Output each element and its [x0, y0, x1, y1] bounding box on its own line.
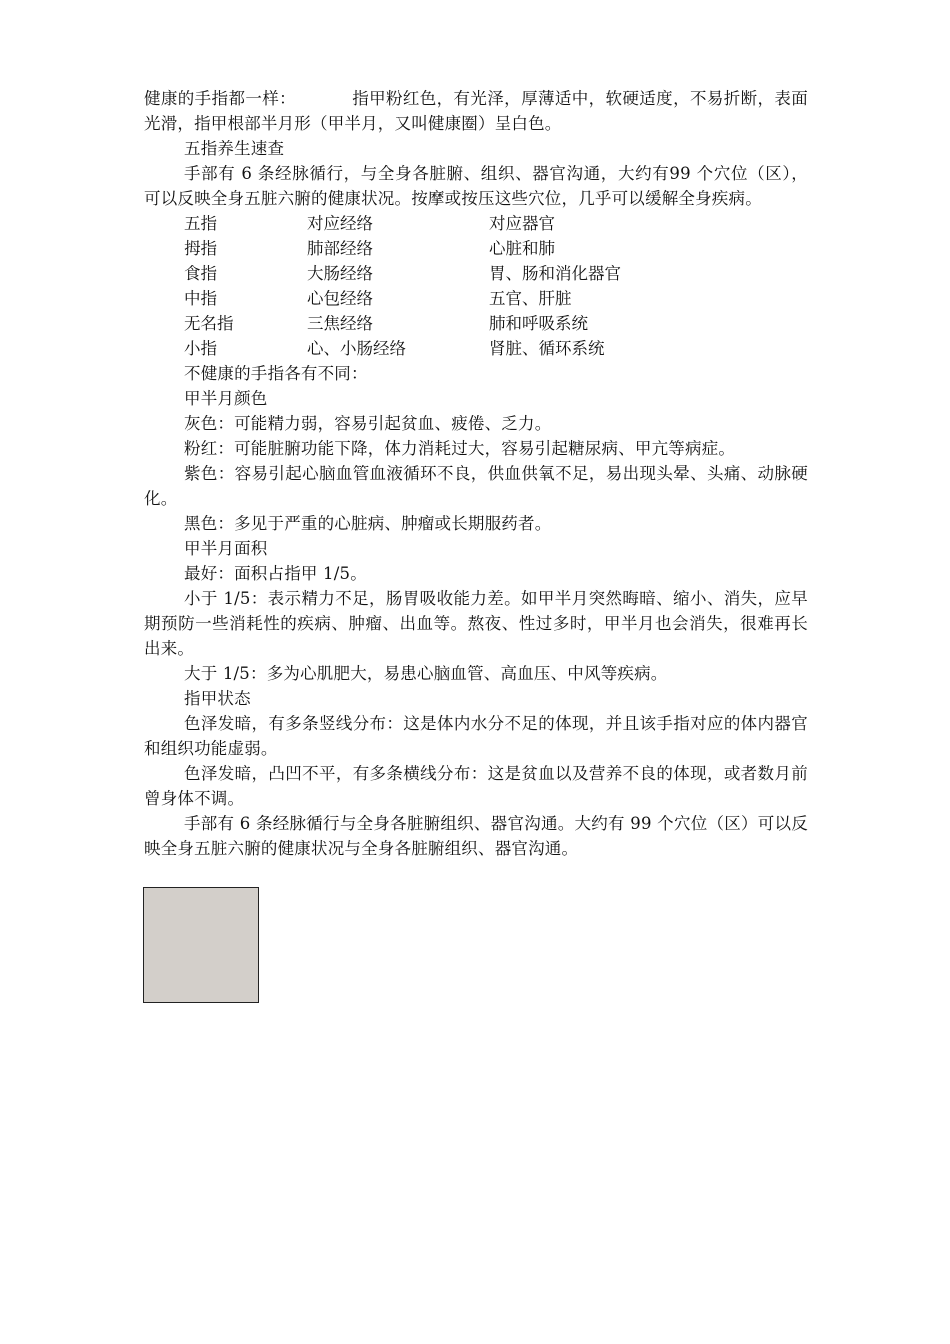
- table-row: [144, 236, 808, 261]
- table-cell: 肾脏、循环系统: [489, 339, 605, 358]
- state-item: 色泽发暗，凸凹不平，有多条横线分布：这是贫血以及营养不良的体现，或者数月前曾身体不调。: [144, 764, 808, 808]
- table-header-cell: 五指: [184, 214, 217, 233]
- unhealthy-title: 不健康的手指各有不同：: [184, 364, 368, 383]
- table-row: [144, 286, 808, 311]
- table-cell: 大肠经络: [307, 264, 373, 283]
- intro-lead: 健康的手指都一样：: [144, 89, 296, 108]
- table-cell: 心脏和肺: [489, 239, 555, 258]
- table-cell: 食指: [184, 264, 217, 283]
- table-cell: 肺和呼吸系统: [489, 314, 588, 333]
- document-body: [144, 86, 808, 861]
- table-cell: 小指: [184, 339, 217, 358]
- color-item: 紫色：容易引起心脑血管血液循环不良，供血供氧不足，易出现头晕、头痛、动脉硬化。: [144, 464, 808, 508]
- section-title-quick-reference: 五指养生速查: [184, 139, 285, 158]
- color-item: 黑色：多见于严重的心脏病、肿瘤或长期服药者。: [184, 514, 552, 533]
- state-section-title: 指甲状态: [184, 689, 251, 708]
- image-placeholder: [143, 887, 259, 1003]
- area-item: 大于 1/5：多为心肌肥大，易患心脑血管、高血压、中风等疾病。: [184, 664, 668, 683]
- color-item: 灰色：可能精力弱，容易引起贫血、疲倦、乏力。: [184, 414, 552, 433]
- table-header-cell: 对应经络: [307, 214, 373, 233]
- color-item: 粉红：可能脏腑功能下降，体力消耗过大，容易引起糖尿病、甲亢等病症。: [184, 439, 736, 458]
- color-section-title: 甲半月颜色: [184, 389, 268, 408]
- table-cell: 心、小肠经络: [307, 339, 406, 358]
- table-row: [144, 311, 808, 336]
- table-header-cell: 对应器官: [489, 214, 555, 233]
- intro-paragraph: [144, 86, 808, 136]
- area-item: 最好：面积占指甲 1/5。: [184, 564, 367, 583]
- table-cell: 胃、肠和消化器官: [489, 264, 621, 283]
- table-cell: 三焦经络: [307, 314, 373, 333]
- table-cell: 肺部经络: [307, 239, 373, 258]
- state-item: 色泽发暗，有多条竖线分布：这是体内水分不足的体现，并且该手指对应的体内器官和组织功能虚弱。: [144, 714, 808, 758]
- table-header-row: [144, 211, 808, 236]
- closing-paragraph: 手部有 6 条经脉循行与全身各脏腑组织、器官沟通。大约有 99 个穴位（区）可以反映全身五脏六腑的健康状况与全身各脏腑组织、器官沟通。: [144, 814, 808, 858]
- table-row: [144, 336, 808, 361]
- intro-rest: 指甲粉红色，有光泽，厚薄适中，软硬适度，不易折断，表面光滑，指甲根部半月形（甲半月，又叫健康圈）呈白色。: [144, 89, 808, 133]
- area-section-title: 甲半月面积: [184, 539, 268, 558]
- table-cell: 无名指: [184, 314, 234, 333]
- table-cell: 中指: [184, 289, 217, 308]
- table-cell: 五官、肝脏: [489, 289, 572, 308]
- finger-table: [144, 211, 808, 361]
- table-cell: 拇指: [184, 239, 217, 258]
- table-row: [144, 261, 808, 286]
- meridian-paragraph: 手部有 6 条经脉循行，与全身各脏腑、组织、器官沟通，大约有99 个穴位（区），可以反映全身五脏六腑的健康状况。按摩或按压这些穴位，几乎可以缓解全身疾病。: [144, 164, 808, 208]
- area-item: 小于 1/5：表示精力不足，肠胃吸收能力差。如甲半月突然晦暗、缩小、消失，应早期预防一些消耗性的疾病、肿瘤、出血等。熬夜、性过多时，甲半月也会消失，很难再长出来。: [144, 589, 808, 658]
- table-cell: 心包经络: [307, 289, 373, 308]
